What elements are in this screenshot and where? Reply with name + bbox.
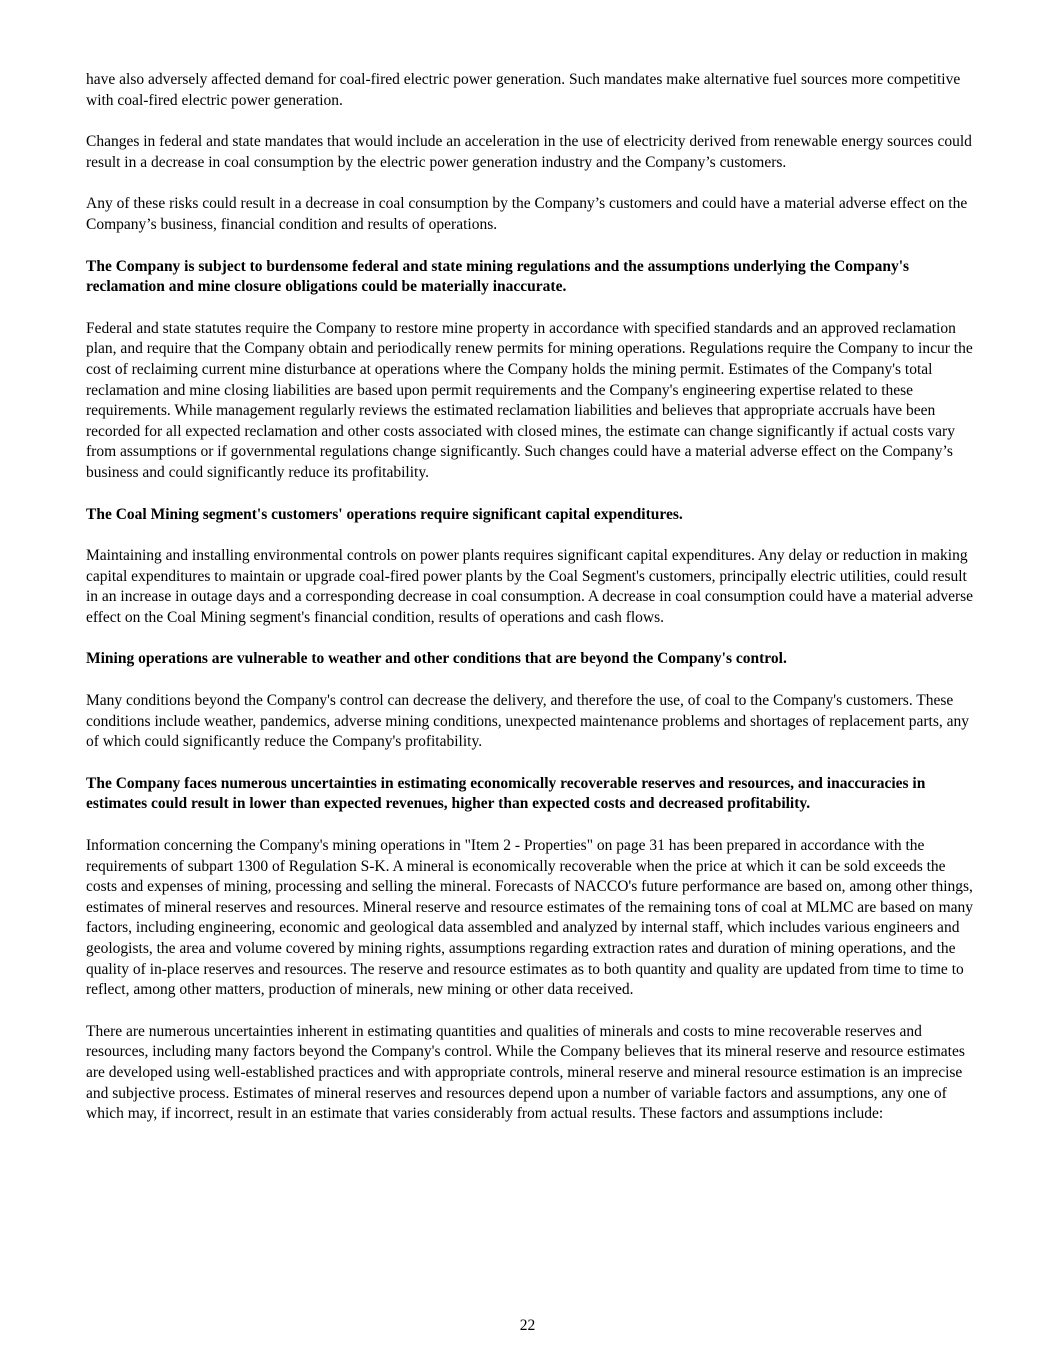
document-body xyxy=(86,70,974,1146)
section-heading: The Coal Mining segment's customers' operations require significant capital expenditures. xyxy=(86,505,683,523)
body-paragraph: There are numerous uncertainties inherent in estimating quantities and qualities of minerals and costs to mine recoverable reserves and resources, including many factors beyond the Company's control. While the Company believes that its mineral reserve and resource estimates are developed using well-established practices and with appropriate controls, mineral reserve and mineral resource estimation is an imprecise and subjective process. Estimates of mineral reserves and resources depend upon a number of variable factors and assumptions, any one of which may, if incorrect, result in an estimate that varies considerably from actual results. These factors and assumptions include: xyxy=(86,1022,965,1123)
body-paragraph: Changes in federal and state mandates that would include an acceleration in the use of electricity derived from renewable energy sources could result in a decrease in coal consumption by the electric power generation industry and the Company’s customers. xyxy=(86,133,972,171)
body-paragraph: Federal and state statutes require the Company to restore mine property in accordance with specified standards and an approved reclamation plan, and require that the Company obtain and periodically renew permits for mining operations. Regulations require the Company to incur the cost of reclaiming current mine disturbance at operations where the Company holds the mining permit. Estimates of the Company's total reclamation and mine closing liabilities are based upon permit requirements and the Company's engineering expertise related to these requirements. While management regularly reviews the estimated reclamation liabilities and believes that appropriate accruals have been recorded for all expected reclamation and other costs associated with closed mines, the estimate can change significantly if actual costs vary from assumptions or if governmental regulations change significantly. Such changes could have a material adverse effect on the Company’s business and could significantly reduce its profitability. xyxy=(86,319,973,481)
section-heading: The Company is subject to burdensome federal and state mining regulations and the assumptions underlying the Company's reclamation and mine closure obligations could be materially inaccurate. xyxy=(86,257,910,296)
body-paragraph: Many conditions beyond the Company's control can decrease the delivery, and therefore the use, of coal to the Company's customers. These conditions include weather, pandemics, adverse mining conditions, unexpected maintenance problems and shortages of replacement parts, any of which could significantly reduce the Company's profitability. xyxy=(86,692,970,751)
body-paragraph: have also adversely affected demand for coal-fired electric power generation. Such mandates make alternative fuel sources more competitive with coal-fired electric power generation. xyxy=(86,71,961,109)
page-number: 22 xyxy=(519,1317,536,1334)
section-heading: Mining operations are vulnerable to weather and other conditions that are beyond the Company's control. xyxy=(86,650,787,668)
section-heading: The Company faces numerous uncertainties in estimating economically recoverable reserves and resources, and inaccuracies in estimates could result in lower than expected revenues, higher than expected costs and decreased profitability. xyxy=(86,774,926,813)
body-paragraph: Maintaining and installing environmental controls on power plants requires significant capital expenditures. Any delay or reduction in making capital expenditures to maintain or upgrade coal-fired power plants by the Coal Segment's customers, principally electric utilities, could result in an increase in outage days and a corresponding decrease in coal consumption. A decrease in coal consumption could have a material adverse effect on the Coal Mining segment's financial condition, results of operations and cash flows. xyxy=(86,547,974,626)
body-paragraph: Any of these risks could result in a decrease in coal consumption by the Company’s customers and could have a material adverse effect on the Company’s business, financial condition and results of operations. xyxy=(86,195,968,233)
body-paragraph: Information concerning the Company's mining operations in "Item 2 - Properties" on page 31 has been prepared in accordance with the requirements of subpart 1300 of Regulation S-K. A mineral is economically recoverable when the price at which it can be sold exceeds the costs and expenses of mining, processing and selling the mineral. Forecasts of NACCO's future performance are based on, among other things, estimates of mineral reserves and resources. Mineral reserve and resource estimates of the remaining tons of coal at MLMC are based on many factors, including engineering, economic and geological data assembled and analyzed by internal staff, which includes various engineers and geologists, the area and volume covered by mining rights, assumptions regarding extraction rates and duration of mining operations, and the quality of in-place reserves and resources. The reserve and resource estimates as to both quantity and quality are updated from time to time to reflect, among other matters, production of minerals, new mining or other data received. xyxy=(86,837,974,999)
